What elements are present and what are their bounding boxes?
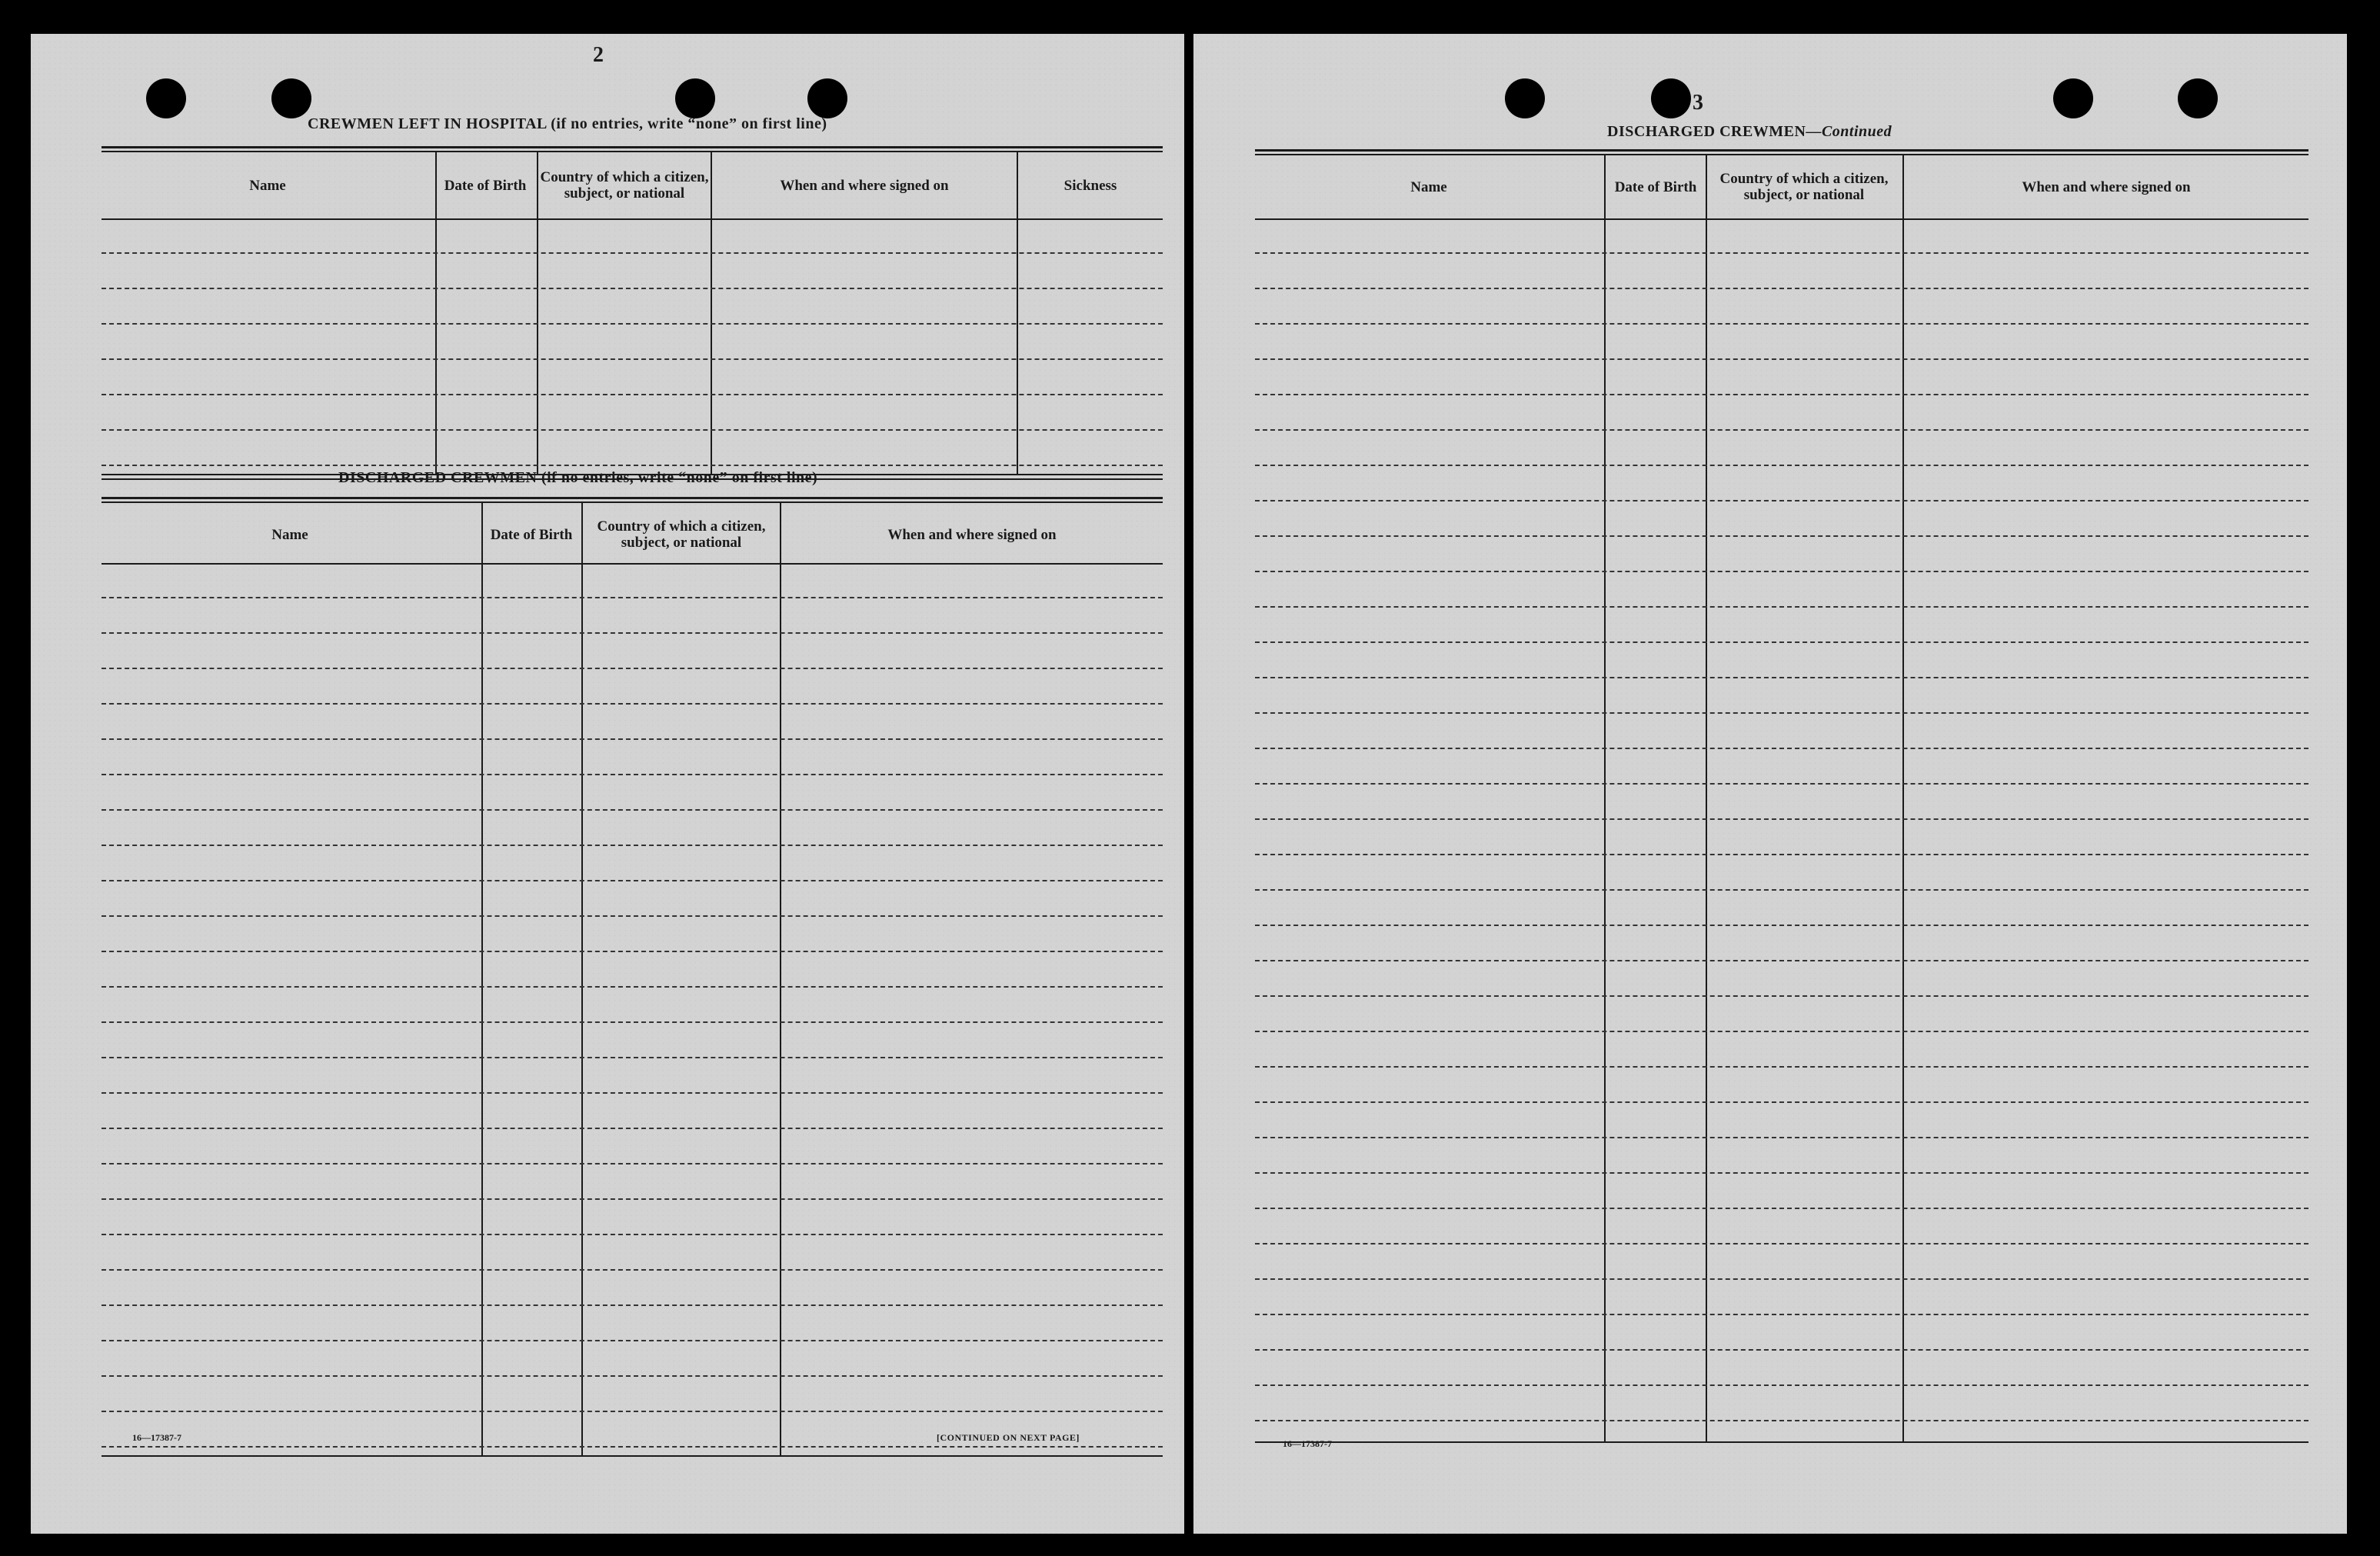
- right-bottom-rule: [1255, 1441, 2308, 1443]
- hospital-section-title: [308, 115, 827, 133]
- ruled-row-line: [1255, 1420, 2308, 1421]
- ruled-row-line: [1255, 1031, 2308, 1032]
- ruled-row-line: [102, 809, 1163, 811]
- discharged-title-text: DISCHARGED CREWMEN: [338, 469, 538, 486]
- ruled-row-line: [102, 465, 1163, 466]
- ruled-row-line: [1255, 1137, 2308, 1138]
- ruled-row-line: [102, 1269, 1163, 1271]
- hospital-divider: [537, 151, 538, 474]
- discharged-section-title: [338, 469, 817, 487]
- form-code: 16—17387-7: [1283, 1438, 1332, 1449]
- discharged-bottom-rule: [102, 1455, 1163, 1457]
- ruled-row-line: [1255, 1208, 2308, 1209]
- hospital-title-text: CREWMEN LEFT IN HOSPITAL: [308, 115, 547, 132]
- ruled-row-line: [1255, 429, 2308, 431]
- hospital-col-country: Country of which a citizen, subject, or national: [540, 169, 709, 202]
- ruled-row-line: [102, 597, 1163, 598]
- ruled-row-line: [102, 323, 1163, 325]
- discharged-col-dob: Date of Birth: [490, 526, 573, 543]
- ruled-row-line: [102, 1304, 1163, 1306]
- hospital-instruction: (if no entries, write “none” on first line): [551, 115, 827, 132]
- hospital-col-name: Name: [249, 177, 286, 194]
- ruled-row-line: [102, 951, 1163, 952]
- discharged-divider: [481, 501, 483, 1455]
- ruled-row-line: [102, 1163, 1163, 1165]
- ruled-row-line: [1255, 818, 2308, 820]
- hospital-header-rule: [102, 218, 1163, 220]
- ruled-row-line: [1255, 1384, 2308, 1386]
- left-page: [31, 34, 1184, 1534]
- hospital-col-signed-on: When and where signed on: [780, 177, 949, 194]
- right-col-country: Country of which a citizen, subject, or national: [1719, 171, 1889, 203]
- right-header-rule: [1255, 218, 2308, 220]
- right-col-name: Name: [1410, 178, 1447, 195]
- discharged-top-rule: [102, 497, 1163, 499]
- right-divider: [1604, 154, 1606, 1441]
- right-top-rule-2: [1255, 154, 2308, 155]
- ruled-row-line: [1255, 889, 2308, 891]
- ruled-row-line: [1255, 358, 2308, 360]
- ruled-row-line: [102, 1234, 1163, 1235]
- right-col-signed-on: When and where signed on: [2022, 178, 2191, 195]
- punch-hole: [807, 78, 847, 118]
- ruled-row-line: [1255, 288, 2308, 289]
- ruled-row-line: [1255, 748, 2308, 749]
- ruled-row-line: [1255, 995, 2308, 997]
- discharged-continued-title-text: DISCHARGED CREWMEN: [1607, 123, 1806, 140]
- discharged-col-signed-on: When and where signed on: [887, 526, 1057, 543]
- punch-hole: [146, 78, 186, 118]
- ruled-row-line: [1255, 571, 2308, 572]
- right-page: [1193, 34, 2347, 1534]
- right-col-dob: Date of Birth: [1614, 178, 1697, 195]
- ruled-row-line: [102, 703, 1163, 705]
- ruled-row-line: [1255, 960, 2308, 961]
- hospital-col-dob: Date of Birth: [444, 177, 527, 194]
- ruled-row-line: [102, 668, 1163, 669]
- ruled-row-line: [102, 738, 1163, 740]
- hospital-divider: [435, 151, 437, 474]
- ruled-row-line: [102, 1375, 1163, 1377]
- ruled-row-line: [102, 288, 1163, 289]
- hospital-col-sickness: Sickness: [1064, 177, 1117, 194]
- ruled-row-line: [1255, 1172, 2308, 1174]
- ruled-row-line: [1255, 1278, 2308, 1280]
- ruled-row-line: [102, 880, 1163, 881]
- ruled-row-line: [102, 1021, 1163, 1023]
- discharged-instruction: (if no entries, write “none” on first line): [541, 469, 818, 486]
- ruled-row-line: [1255, 500, 2308, 501]
- ruled-row-line: [1255, 1101, 2308, 1103]
- ruled-row-line: [102, 394, 1163, 395]
- ruled-row-line: [1255, 677, 2308, 678]
- discharged-top-rule-2: [102, 501, 1163, 503]
- ruled-row-line: [1255, 535, 2308, 537]
- continued-label: —Continued: [1806, 123, 1892, 140]
- ruled-row-line: [1255, 712, 2308, 714]
- form-code: 16—17387-7: [132, 1432, 181, 1443]
- punch-hole: [675, 78, 715, 118]
- ruled-row-line: [1255, 783, 2308, 785]
- ruled-row-line: [102, 252, 1163, 254]
- page-number: 2: [593, 43, 604, 67]
- right-divider: [1706, 154, 1707, 1441]
- ruled-row-line: [102, 358, 1163, 360]
- ruled-row-line: [1255, 394, 2308, 395]
- discharged-divider: [581, 501, 583, 1455]
- discharged-col-name: Name: [271, 526, 308, 543]
- ruled-row-line: [102, 1340, 1163, 1341]
- page-number: 3: [1693, 91, 1703, 115]
- discharged-header-rule: [102, 563, 1163, 565]
- punch-hole: [2053, 78, 2093, 118]
- discharged-continued-title: [1607, 123, 1892, 141]
- ruled-row-line: [102, 1446, 1163, 1448]
- ruled-row-line: [1255, 641, 2308, 643]
- ruled-row-line: [102, 845, 1163, 846]
- ruled-row-line: [102, 1128, 1163, 1129]
- hospital-divider: [711, 151, 712, 474]
- ruled-row-line: [102, 1092, 1163, 1094]
- hospital-divider: [1017, 151, 1018, 474]
- ruled-row-line: [1255, 606, 2308, 608]
- ruled-row-line: [102, 915, 1163, 917]
- ruled-row-line: [1255, 1066, 2308, 1068]
- discharged-col-country: Country of which a citizen, subject, or national: [597, 518, 766, 551]
- punch-hole: [2178, 78, 2218, 118]
- ruled-row-line: [1255, 1349, 2308, 1351]
- ruled-row-line: [1255, 465, 2308, 466]
- ruled-row-line: [102, 1411, 1163, 1412]
- hospital-top-rule-2: [102, 151, 1163, 152]
- ruled-row-line: [1255, 854, 2308, 855]
- ruled-row-line: [1255, 252, 2308, 254]
- ruled-row-line: [102, 774, 1163, 775]
- right-divider: [1902, 154, 1904, 1441]
- hospital-top-rule: [102, 146, 1163, 148]
- ruled-row-line: [102, 986, 1163, 988]
- punch-hole: [271, 78, 311, 118]
- right-top-rule: [1255, 149, 2308, 152]
- ruled-row-line: [102, 632, 1163, 634]
- ruled-row-line: [102, 1057, 1163, 1058]
- continued-note: [CONTINUED ON NEXT PAGE]: [937, 1432, 1080, 1443]
- punch-hole: [1505, 78, 1545, 118]
- ruled-row-line: [102, 1198, 1163, 1200]
- ruled-row-line: [1255, 1243, 2308, 1244]
- ruled-row-line: [1255, 925, 2308, 926]
- ruled-row-line: [1255, 1314, 2308, 1315]
- discharged-divider: [780, 501, 781, 1455]
- ruled-row-line: [1255, 323, 2308, 325]
- ruled-row-line: [102, 429, 1163, 431]
